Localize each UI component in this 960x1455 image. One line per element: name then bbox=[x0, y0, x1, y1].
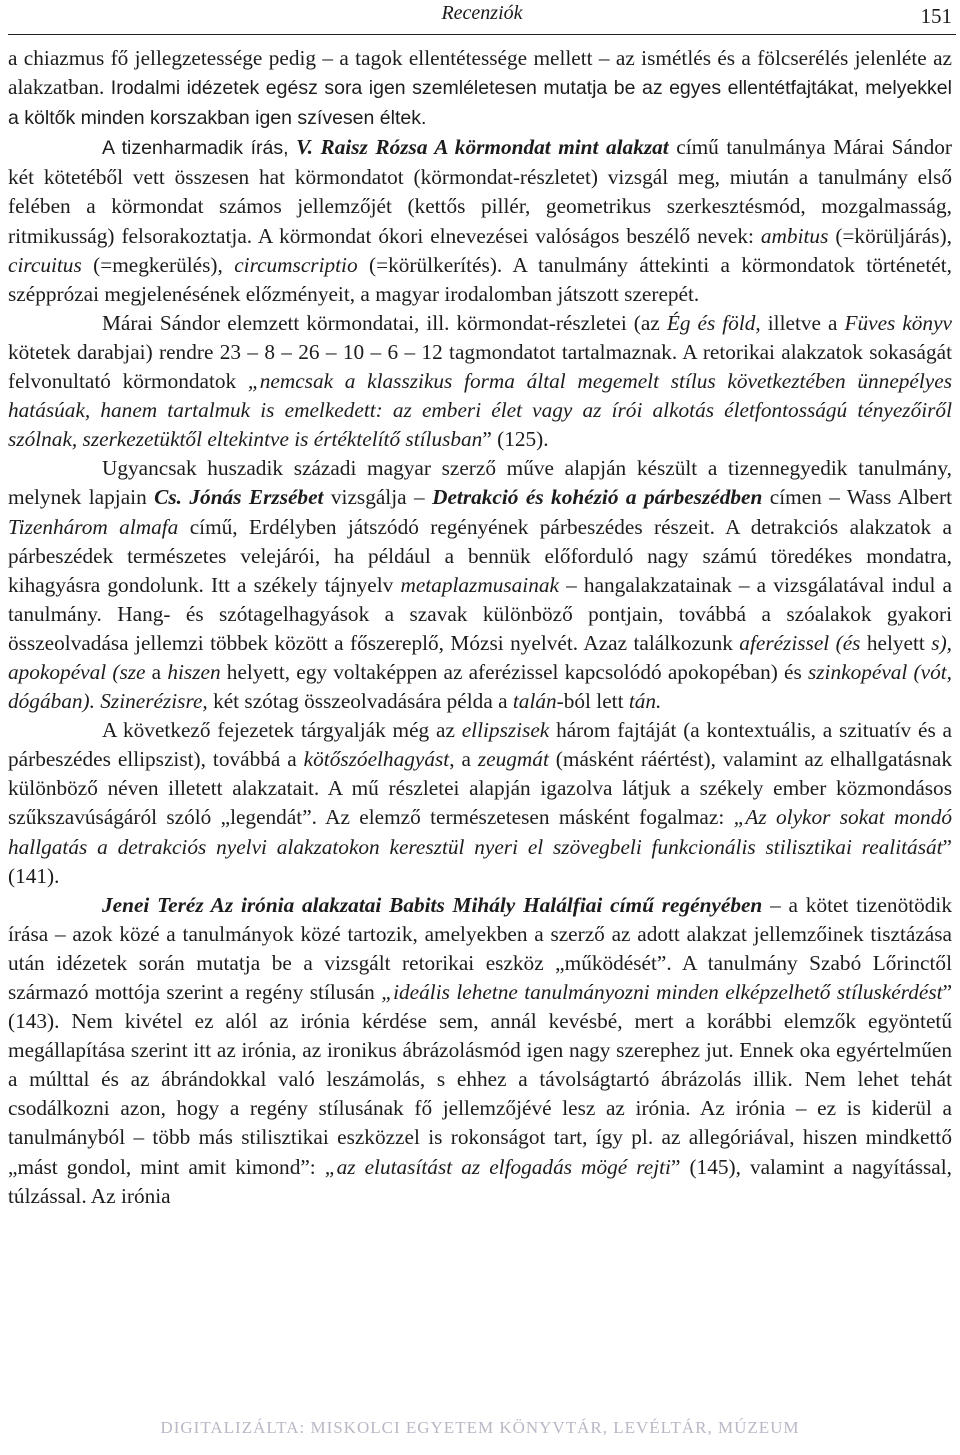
text-span: Márai Sándor elemzett körmondatai, ill. körmondat-részletei (az bbox=[102, 310, 667, 335]
paragraph-5 bbox=[8, 716, 952, 891]
author-name: Cs. Jónás Erzsébet bbox=[154, 485, 324, 510]
text-span: című tanulmánya Márai Sándor két kötetéből vett összesen hat körmondatot (körmondat-részletet) vizsgál meg, miután a tanulmány első felében a körmondat számos jellemzőjét (kettős pillér, geometrikus szerkesztésmód, mozgalmasság, ritmikusság) felsorakoztatja. A körmondat ókori elnevezései valóságos beszélő nevek: bbox=[8, 135, 952, 248]
page-header bbox=[8, 0, 956, 35]
italic-term: ellipszisek bbox=[461, 718, 550, 743]
body-text bbox=[8, 44, 952, 1211]
italic-term: circumscriptio bbox=[234, 252, 358, 277]
text-span: – a kötet tizenötödik írása – azok közé a tanulmányok közé tartozik, amelyekben a szerző az adott alakzat jellemzőinek tisztázása után idézetek során mutatja be a vizsgált retorikai eszköz „működését”. A tanulmány Szabó Lőrinctől származó mottója szerint a regény stílusán bbox=[8, 892, 953, 1004]
text-span: kötetek darabjai) rendre 23 – 8 – 26 – 10 – 6 – 12 tagmondatot tartalmaznak. A retorikai alakzatok sokaságát felvonultató körmondatok bbox=[8, 339, 952, 394]
italic-term: s), apokopéval (sze bbox=[8, 630, 952, 684]
text-span: (másként ráértést), valamint az elhallgatásnak különböző néven illetett alakzatait. A mű részletei alapján igazolva látjuk a székely ember közmondásos szűkszavúságáról szóló „legendát”. Az elemző természetesen másként fogalmaz: bbox=[8, 747, 952, 830]
text-span: ” (145), valamint a nagyítással, túlzással. Az irónia bbox=[8, 1154, 952, 1208]
italic-term: talán bbox=[512, 689, 557, 714]
italic-term: Ég és föld bbox=[666, 310, 756, 335]
text-span: , illetve a bbox=[755, 310, 845, 335]
text-span: -ból lett bbox=[556, 689, 629, 714]
text-span: (=megkerülés), bbox=[81, 252, 235, 277]
italic-term: metaplazmusainak bbox=[400, 572, 559, 597]
text-span: címen – Wass Albert bbox=[762, 485, 952, 510]
text-span: vizsgálja – bbox=[323, 485, 433, 510]
italic-term: Füves könyv bbox=[844, 310, 952, 335]
text-span: helyett bbox=[860, 630, 932, 655]
italic-term: aferézissel (és bbox=[739, 630, 861, 655]
quotation: „ideális lehetne tanulmányozni minden elképzelhető stíluskérdést bbox=[381, 980, 943, 1004]
study-title: V. Raisz Rózsa A körmondat mint alakzat bbox=[296, 135, 669, 160]
text-span: – hangalakzatainak – a vizsgálatával indul a tanulmány. Hang- és szótagelhagyások a szavak különböző pontjain, továbbá a szóalakok gyakori összeolvadása jellemzi többek között a főszereplő, Mózsi nyelvét. Azaz találkozunk bbox=[8, 572, 952, 655]
quotation: „Az olykor sokat mondó hallgatás a detrakciós nyelvi alakzatokon keresztül nyeri el szövegbeli funkcionális stilisztikai realitását bbox=[8, 805, 953, 859]
text-span: a chiazmus fő jellegzetessége pedig – a tagok ellentétessége mellett – az ismétlés és a fölcserélés jelenléte az alakzatban. bbox=[8, 46, 952, 100]
paragraph-4 bbox=[8, 454, 952, 716]
italic-term: kötőszóelhagyást bbox=[303, 747, 450, 772]
text-span: , a bbox=[449, 747, 478, 772]
study-title: Jenei Teréz Az irónia alakzatai Babits Mihály Halálfiai című regényében bbox=[102, 892, 763, 917]
text-span: a bbox=[145, 659, 168, 684]
text-span: Irodalmi idézetek egész sora igen szemléletesen mutatja be az egyes ellentétfajtákat, melyekkel a költők minden korszakban igen szívesen éltek. bbox=[8, 77, 952, 130]
italic-term: szinkopéval (vót, dógában). Szinerézisre, bbox=[8, 659, 952, 714]
text-span: három fajtáját (a kontextuális, a szituatív és a párbeszédes ellipszist), továbbá a bbox=[8, 718, 952, 772]
text-span: ” (125). bbox=[482, 427, 549, 452]
quotation: „az elutasítást az elfogadás mögé rejti bbox=[324, 1154, 671, 1179]
study-title: Detrakció és kohézió a párbeszédben bbox=[432, 485, 763, 510]
text-span: A következő fejezetek tárgyalják még az bbox=[102, 718, 462, 743]
digitization-watermark: DIGITALIZÁLTA: MISKOLCI EGYETEM KÖNYVTÁR, LEVÉLTÁR, MÚZEUM bbox=[160, 1418, 800, 1437]
text-span: (=körüljárás), bbox=[828, 223, 953, 248]
text-span: (=körülkerítés). A tanulmány áttekinti a körmondatok történetét, szépprózai megjelenésének előzményeit, a magyar irodalomban játszott szerepét. bbox=[8, 252, 952, 306]
quotation: „nemcsak a klasszikus forma által megemelt stílus következtében ünnepélyes hatásúak, hanem tartalmuk is emelkedett: az emberi élet vagy az írói alkotás életfontosságú tényezőiről szólnak, szerkezetüktől eltekintve is értéktelítő stílusban bbox=[8, 369, 952, 452]
text-span: A tizenharmadik írás, bbox=[102, 137, 297, 160]
text-span: ” (141). bbox=[8, 834, 952, 888]
paragraph-3 bbox=[8, 309, 952, 454]
paragraph-6 bbox=[8, 891, 952, 1211]
text-span: Ugyancsak huszadik századi magyar szerző műve alapján készült a tizennegyedik tanulmány, melynek lapjain bbox=[8, 456, 952, 510]
italic-term: Tizenhárom almafa bbox=[8, 514, 179, 539]
text-span: című, Erdélyben játszódó regényének párbeszédes részeit. A detrakciós alakzatok a párbeszédek természetes velejárói, ha például a bennük előforduló nagy számú töredékes mondatra, kihagyásra gondolunk. Itt a székely tájnyelv bbox=[8, 514, 952, 597]
running-title: Recenziók bbox=[441, 2, 523, 24]
italic-term: zeugmát bbox=[477, 747, 549, 772]
text-span: ” (143). Nem kivétel ez alól az irónia kérdése sem, annál kevésbé, mert a korábbi elemzők egyöntetű megállapítása szerint itt az irónia, az ironikus ábrázolásmód igen nagy szerephez jut. Ennek oka egyértelműen a múlttal és az ábrándokkal való leszámolás, s ehhez a távolságtartó ábrázolás illik. Nem lehet tehát csodálkozni azon, hogy a regény stílusának fő jellemzőjévé lesz az irónia. Az irónia – ez is kiderül a tanulmányból – több más stilisztikai eszközzel is rokonságot tart, így pl. az allegóriával, hiszen mindkettő „mást gondol, mint amit kimond”: bbox=[8, 980, 953, 1179]
italic-term: hiszen bbox=[167, 659, 221, 684]
paragraph-2 bbox=[8, 133, 952, 309]
italic-term: tán. bbox=[628, 689, 662, 714]
paragraph-1 bbox=[8, 44, 952, 133]
page-number: 151 bbox=[920, 4, 952, 28]
italic-term: circuitus bbox=[8, 252, 82, 277]
text-span: helyett, egy voltaképpen az aferézissel kapcsolódó apokopéban) és bbox=[220, 659, 808, 684]
italic-term: ambitus bbox=[760, 223, 829, 248]
text-span: két szótag összeolvadására példa a bbox=[207, 689, 513, 714]
